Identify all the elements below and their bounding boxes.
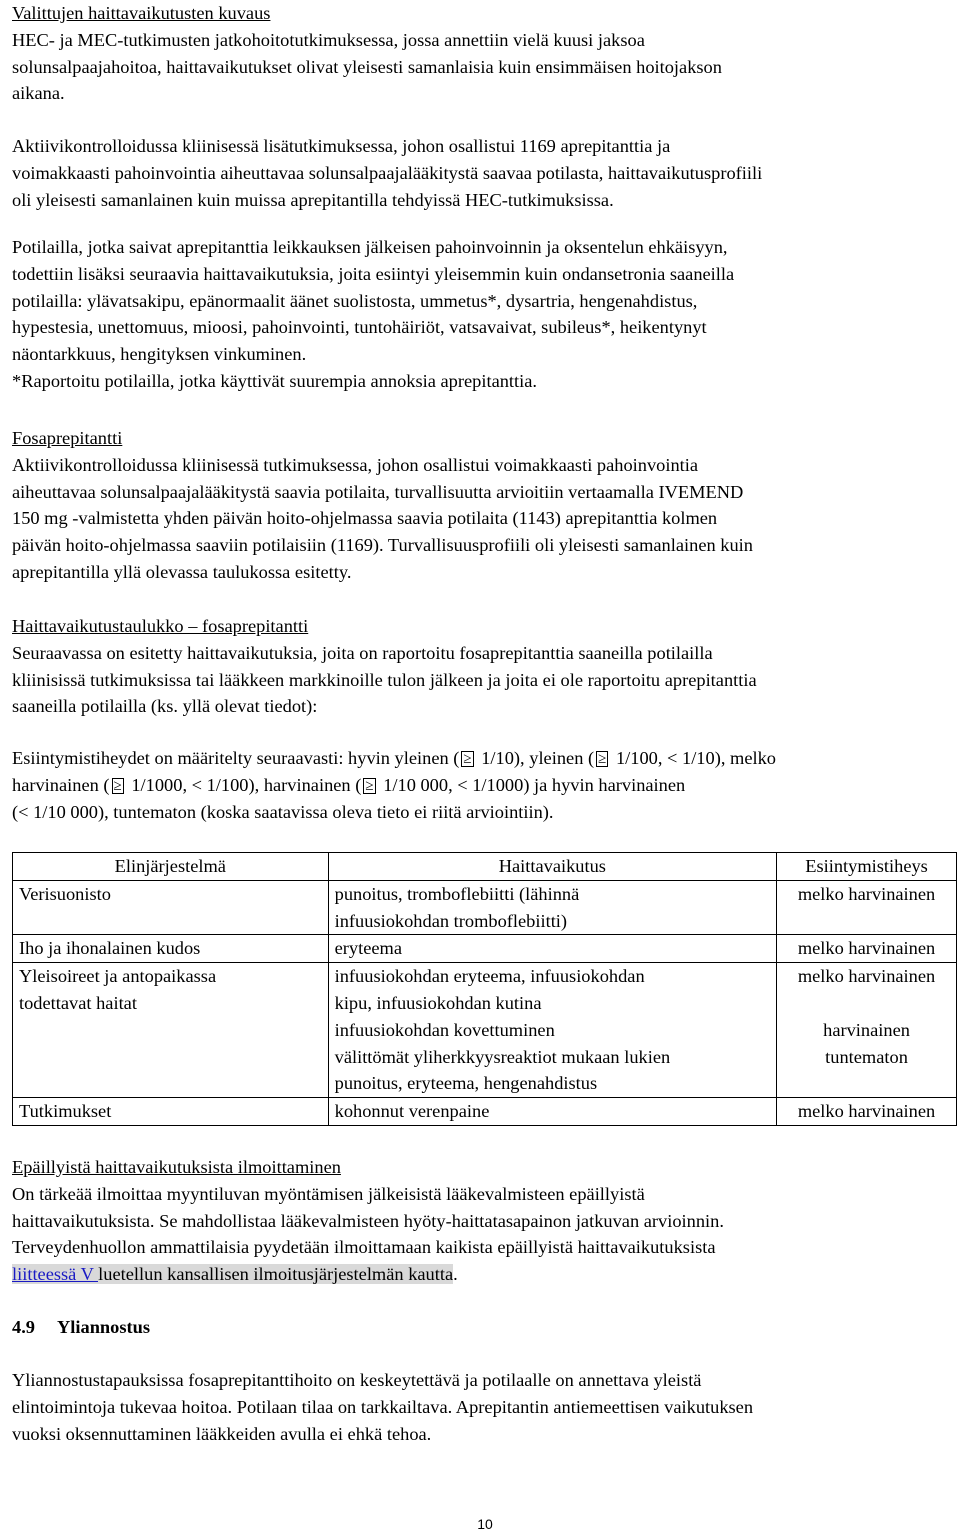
appendix-v-link[interactable]: liitteessä V [12, 1264, 99, 1285]
effect-text: infuusiokohdan tromboflebiitti) [334, 910, 568, 931]
section-heading: Valittujen haittavaikutusten kuvaus [12, 3, 271, 23]
frequency-definitions [12, 745, 776, 825]
organ-cell [13, 963, 329, 1098]
text-line: näontarkkuus, hengityksen vinkuminen. [12, 344, 307, 365]
text-line: kliinisissä tutkimuksissa tai lääkkeen markkinoille tulon jälkeen ja joita ei ole raportoitu aprepitanttia [12, 669, 757, 690]
text-line: 150 mg -valmistetta yhden päivän hoito-ohjelmassa saavia potilaita (1143) aprepitanttia kolmen [12, 508, 718, 529]
text-fragment: harvinainen ( [12, 774, 110, 795]
section-heading-4-9 [12, 1314, 150, 1341]
text-line: elintoimintoja tukevaa hoitoa. Potilaan tilaa on tarkkailtava. Aprepitantin antiemeettisen vaikutuksen [12, 1396, 754, 1417]
text-line: Aktiivikontrolloidussa kliinisessä tutkimuksessa, johon osallistui voimakkaasti pahoinvointia [12, 454, 699, 475]
section-ilmoittaminen [12, 1154, 724, 1288]
frequency-cell: harvinainen [777, 1017, 957, 1044]
effect-text: punoitus, eryteema, hengenahdistus [334, 1073, 598, 1094]
text-line: oli yleisesti samanlainen kuin muissa aprepitantilla tehdyissä HEC-tutkimuksissa. [12, 189, 614, 210]
section-title: Yliannostus [57, 1317, 151, 1337]
effect-cell: infuusiokohdan kovettuminen [328, 1017, 776, 1044]
section-fosaprepitantti [12, 425, 753, 586]
text-line: voimakkaasti pahoinvointia aiheuttavaa solunsalpaajalääkitystä saavaa potilasta, haittavaikutusprofiili [12, 162, 763, 183]
table-header: Esiintymistiheys [777, 853, 957, 881]
page-number: 10 [477, 1516, 493, 1532]
text-fragment: 1/1000, < 1/100), harvinainen ( [126, 774, 362, 795]
table-row [13, 935, 957, 963]
organ-text: Yleisoireet ja antopaikassa [19, 966, 217, 987]
text-line: Potilailla, jotka saivat aprepitanttia leikkauksen jälkeisen pahoinvoinnin ja oksentelun ehkäisyyn, [12, 237, 728, 257]
section-valittujen [12, 0, 722, 107]
text-line: hypestesia, unettomuus, mioosi, pahoinvointi, tuntohäiriöt, vatsavaivat, subileus*, heikentynyt [12, 317, 707, 338]
table-header: Elinjärjestelmä [13, 853, 329, 881]
effect-cell [328, 880, 776, 935]
section-yliannostus [12, 1367, 753, 1447]
text-line: solunsalpaajahoitoa, haittavaikutukset olivat yleisesti samanlaisia kuin ensimmäisen hoitojakson [12, 56, 722, 77]
effect-text: punoitus, tromboflebiitti (lähinnä [334, 883, 580, 904]
text-line: HEC- ja MEC-tutkimusten jatkohoitotutkimuksessa, jossa annettiin vielä kuusi jaksoa [12, 29, 645, 50]
frequency-cell: melko harvinainen [777, 880, 957, 935]
organ-cell: Verisuonisto [13, 880, 329, 935]
effect-text: kipu, infuusiokohdan kutina [334, 992, 542, 1013]
effect-text: välittömät yliherkkyysreaktiot mukaan lukien [334, 1046, 671, 1067]
highlighted-text: luetellun kansallisen ilmoitusjärjestelmän kautta [98, 1264, 454, 1285]
organ-cell: Tutkimukset [13, 1098, 329, 1126]
text-line: Yliannostustapauksissa fosaprepitanttihoito on keskeytettävä ja potilaalle on annettava yleistä [12, 1370, 702, 1390]
paragraph-leikkaus [12, 234, 734, 395]
paragraph-lisatutkimus [12, 133, 762, 213]
text-fragment: Esiintymistiheydet on määritelty seuraavasti: hyvin yleinen ( [12, 748, 460, 768]
effect-cell: kohonnut verenpaine [328, 1098, 776, 1126]
effect-cell [328, 963, 776, 1017]
section-number: 4.9 [12, 1317, 35, 1337]
text-line: (< 1/10 000), tuntematon (koska saatavissa oleva tieto ei riitä arviointiin). [12, 801, 554, 822]
greater-equal-icon: ≥ [463, 751, 472, 767]
greater-equal-icon: ≥ [598, 751, 607, 767]
text-line: todettiin lisäksi seuraavia haittavaikutuksia, joita esiintyi yleisemmin kuin ondansetronia saaneilla [12, 263, 735, 284]
text-fragment: . [453, 1264, 458, 1285]
footnote-line: *Raportoitu potilailla, jotka käyttivät suurempia annoksia aprepitanttia. [12, 370, 538, 391]
text-line: Aktiivikontrolloidussa kliinisessä lisätutkimuksessa, johon osallistui 1169 aprepitanttia ja [12, 136, 671, 156]
text-line: On tärkeää ilmoittaa myyntiluvan myöntämisen jälkeisistä lääkevalmisteen epäillyistä [12, 1183, 645, 1204]
text-line: aiheuttavaa solunsalpaajalääkitystä saavia potilaita, turvallisuutta arvioitiin vertaamalla IVEMEND [12, 481, 744, 502]
text-line: potilailla: ylävatsakipu, epänormaalit äänet suolistosta, ummetus*, dysartria, hengenahdistus, [12, 290, 698, 311]
table-row [13, 963, 957, 1017]
organ-text: todettavat haitat [19, 992, 137, 1013]
section-heading: Haittavaikutustaulukko – fosaprepitantti [12, 616, 309, 636]
text-line: aprepitantilla yllä olevassa taulukossa esitetty. [12, 561, 352, 582]
table-row [13, 880, 957, 935]
section-heading: Epäillyistä haittavaikutuksista ilmoittaminen [12, 1157, 341, 1177]
text-fragment: 1/100, < 1/10), melko [611, 748, 776, 768]
table-header: Haittavaikutus [328, 853, 776, 881]
text-line: vuoksi oksennuttaminen lääkkeiden avulla ei ehkä tehoa. [12, 1423, 432, 1444]
text-line: aikana. [12, 83, 65, 104]
text-fragment: 1/10 000, < 1/1000) ja hyvin harvinainen [378, 774, 686, 795]
text-line [12, 1261, 724, 1288]
effect-cell [328, 1044, 776, 1098]
text-line: saaneilla potilailla (ks. yllä olevat tiedot): [12, 696, 318, 717]
adverse-reactions-table [12, 852, 957, 1126]
frequency-cell: melko harvinainen [777, 963, 957, 1017]
greater-equal-icon: ≥ [113, 777, 122, 794]
frequency-cell: tuntematon [777, 1044, 957, 1098]
frequency-cell: melko harvinainen [777, 935, 957, 963]
text-line [12, 745, 776, 772]
effect-text: infuusiokohdan eryteema, infuusiokohdan [334, 966, 645, 987]
text-line: Seuraavassa on esitetty haittavaikutuksia, joita on raportoitu fosaprepitanttia saaneilla potilailla [12, 642, 713, 663]
table-header-row [13, 853, 957, 881]
text-line: Terveydenhuollon ammattilaisia pyydetään ilmoittamaan kaikista epäillyistä haittavaikutuksista [12, 1237, 716, 1258]
text-fragment: 1/10), yleinen ( [476, 748, 595, 768]
text-line: haittavaikutuksista. Se mahdollistaa lääkevalmisteen hyöty-haittatasapainon jatkuvan arvioinnin. [12, 1210, 724, 1231]
section-haittavaikutustaulukko [12, 613, 757, 720]
greater-equal-icon: ≥ [365, 777, 374, 794]
text-line [12, 772, 776, 799]
section-heading: Fosaprepitantti [12, 428, 123, 448]
text-line: päivän hoito-ohjelmassa saaviin potilaisiin (1169). Turvallisuusprofiili oli yleisesti samanlainen kuin [12, 535, 753, 556]
effect-cell: eryteema [328, 935, 776, 963]
organ-cell: Iho ja ihonalainen kudos [13, 935, 329, 963]
table-row [13, 1098, 957, 1126]
frequency-cell: melko harvinainen [777, 1098, 957, 1126]
